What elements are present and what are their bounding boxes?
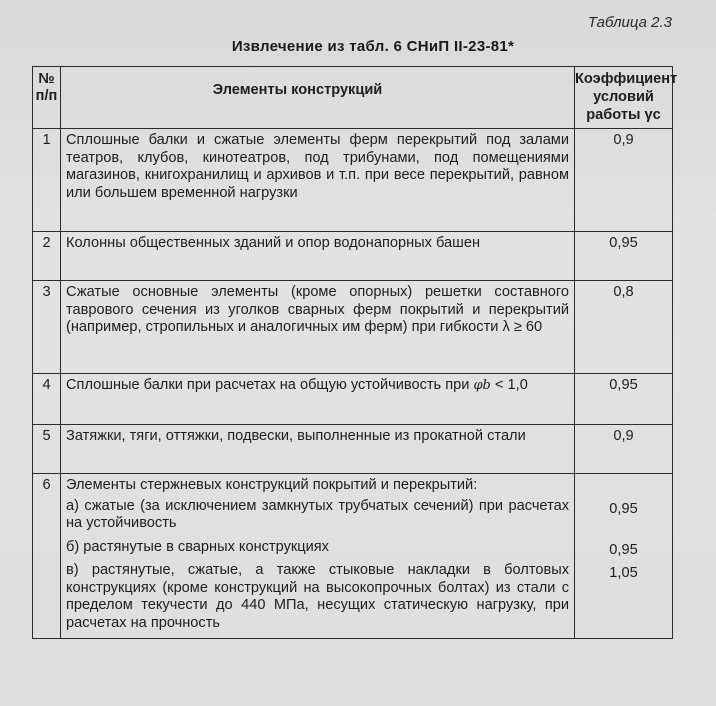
row-coefficient: 0,8: [575, 281, 673, 374]
table-subrow: [33, 539, 673, 563]
document-title: Извлечение из табл. 6 СНиП II-23-81*: [231, 38, 515, 55]
coefficients-table: [32, 66, 678, 639]
row-coefficient: 0,95: [575, 374, 673, 425]
row-element-text: Элементы стержневых конструкций покрытий и перекрытий:: [61, 474, 575, 498]
row-element-text: Затяжки, тяги, оттяжки, подвески, выполненные из прокатной стали: [61, 425, 575, 474]
row-number: 5: [33, 425, 61, 474]
phi-b-symbol: φb: [473, 378, 491, 393]
row-element-text: Сплошные балки при расчетах на общую устойчивость при φb < 1,0: [61, 374, 575, 425]
header-coefficient: Коэффициент условий работы γc: [575, 67, 673, 129]
subitem-text: б) растянутые в сварных конструкциях: [61, 539, 575, 563]
row-coefficient: 0,95: [575, 232, 673, 281]
subitem-text: в) растянутые, сжатые, а также стыковые накладки в болтовых конструкциях (кроме конструкций на высокопрочных болтах) из стали с пределом текучести до 440 МПа, несущих статическую нагрузку, при расчетах на прочность: [61, 562, 575, 639]
row-element-text: Сплошные балки и сжатые элементы ферм перекрытий под залами театров, клубов, кинотеатров, под трибунами, под помещениями магазинов, книгохранилищ и архивов и т.п. при весе перекрытий, равном или большем временной нагрузки: [61, 129, 575, 232]
subitem-coefficient: 1,05: [575, 562, 673, 639]
subitem-coefficient: 0,95: [575, 539, 673, 563]
header-elements: Элементы конструкций: [61, 67, 575, 129]
row-element-text: Сжатые основные элементы (кроме опорных) решетки составного таврового сечения из уголков сварных ферм покрытий и перекрытий (например, стропильных и аналогичных им ферм) при гибкости λ ≥ 60: [61, 281, 575, 374]
row-number: 4: [33, 374, 61, 425]
header-number: № п/п: [33, 67, 61, 129]
table-row: [33, 474, 673, 498]
row-number: 2: [33, 232, 61, 281]
subitem-text: а) сжатые (за исключением замкнутых трубчатых сечений) при расчетах на устойчивость: [61, 498, 575, 539]
row-coefficient: [575, 474, 673, 498]
row-number: 1: [33, 129, 61, 232]
row-coefficient: 0,9: [575, 425, 673, 474]
table-row: [33, 425, 673, 474]
row-number: 6: [33, 474, 61, 498]
table-subrow: [33, 498, 673, 539]
table-row: [33, 232, 673, 281]
table-number-label: Таблица 2.3: [587, 14, 672, 31]
table-subrow: [33, 562, 673, 639]
row-coefficient: 0,9: [575, 129, 673, 232]
table-row: [33, 374, 673, 425]
subitem-coefficient: 0,95: [575, 498, 673, 539]
table-row: [33, 281, 673, 374]
table-header-row: [33, 67, 673, 129]
row-element-text: Колонны общественных зданий и опор водонапорных башен: [61, 232, 575, 281]
table-row: [33, 129, 673, 232]
row-number: 3: [33, 281, 61, 374]
